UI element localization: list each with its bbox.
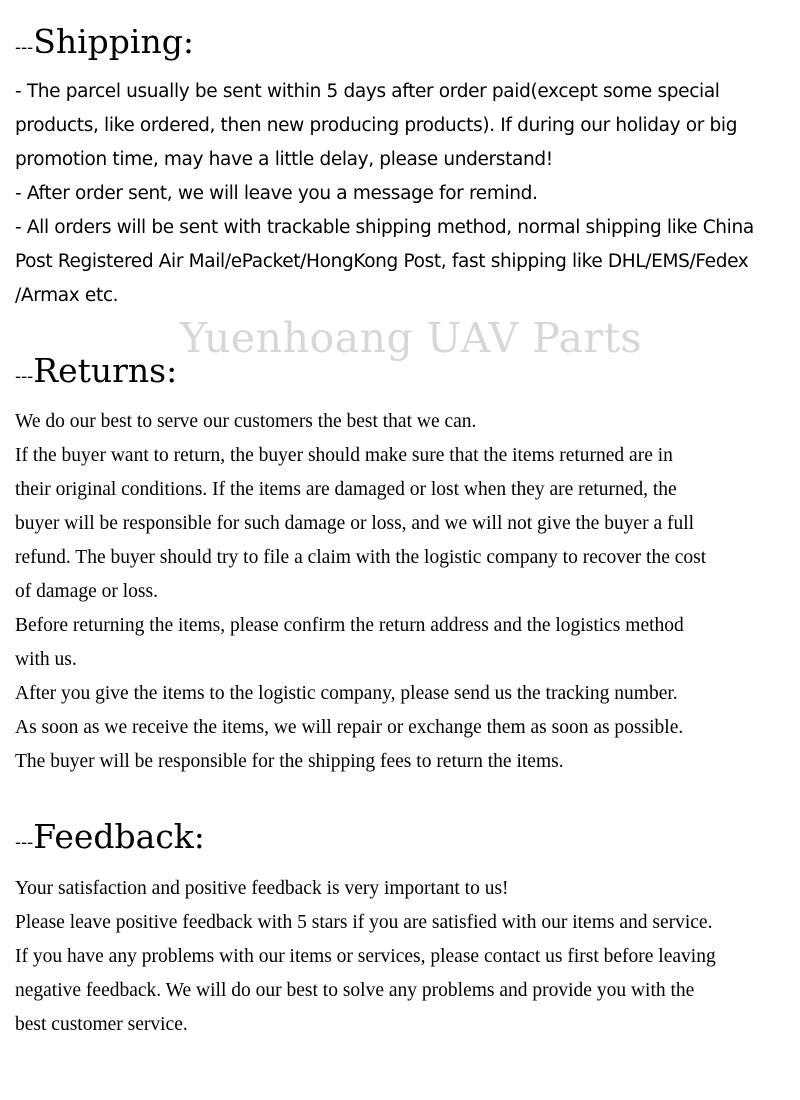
shipping-heading-title: Shipping: — [33, 22, 194, 61]
shipping-line: promotion time, may have a little delay, please understand! — [15, 149, 553, 170]
returns-line: As soon as we receive the items, we will repair or exchange them as soon as possible. — [15, 717, 684, 738]
feedback-line: If you have any problems with our items or services, please contact us first before leaving — [15, 946, 716, 967]
returns-line: of damage or loss. — [15, 581, 158, 602]
shipping-line: - All orders will be sent with trackable shipping method, normal shipping like China — [15, 217, 754, 238]
feedback-line: Your satisfaction and positive feedback is very important to us! — [15, 878, 509, 899]
returns-text — [15, 405, 800, 779]
shipping-line: - The parcel usually be sent within 5 days after order paid(except some special — [15, 81, 720, 102]
shipping-line: /Armax etc. — [15, 285, 119, 306]
shipping-heading-dashes: --- — [15, 37, 34, 58]
brand-watermark: Yuenhoang UAV Parts — [180, 314, 643, 362]
feedback-text — [15, 872, 800, 1042]
feedback-line: best customer service. — [15, 1014, 188, 1035]
returns-line: refund. The buyer should try to file a claim with the logistic company to recover the cost — [15, 547, 707, 568]
returns-line: After you give the items to the logistic company, please send us the tracking number. — [15, 683, 678, 704]
feedback-heading-dashes: --- — [15, 832, 34, 853]
returns-line: If the buyer want to return, the buyer should make sure that the items returned are in — [15, 445, 673, 466]
shipping-line: - After order sent, we will leave you a message for remind. — [15, 183, 538, 204]
returns-line: We do our best to serve our customers the best that we can. — [15, 411, 477, 432]
returns-line: with us. — [15, 649, 77, 670]
shipping-heading — [15, 22, 194, 68]
returns-heading — [15, 351, 177, 397]
returns-heading-title: Returns: — [33, 351, 178, 390]
feedback-line: Please leave positive feedback with 5 stars if you are satisfied with our items and service. — [15, 912, 713, 933]
feedback-heading-title: Feedback: — [33, 817, 205, 856]
returns-line: buyer will be responsible for such damage or loss, and we will not give the buyer a full — [15, 513, 695, 534]
returns-line: The buyer will be responsible for the shipping fees to return the items. — [15, 751, 564, 772]
shipping-line: Post Registered Air Mail/ePacket/HongKong Post, fast shipping like DHL/EMS/Fedex — [15, 251, 749, 272]
shipping-text — [15, 75, 800, 313]
feedback-heading — [15, 817, 205, 863]
returns-heading-dashes: --- — [15, 366, 34, 387]
feedback-line: negative feedback. We will do our best to solve any problems and provide you with the — [15, 980, 695, 1001]
shipping-line: products, like ordered, then new producing products). If during our holiday or big — [15, 115, 738, 136]
returns-line: their original conditions. If the items are damaged or lost when they are returned, the — [15, 479, 677, 500]
returns-line: Before returning the items, please confirm the return address and the logistics method — [15, 615, 684, 636]
